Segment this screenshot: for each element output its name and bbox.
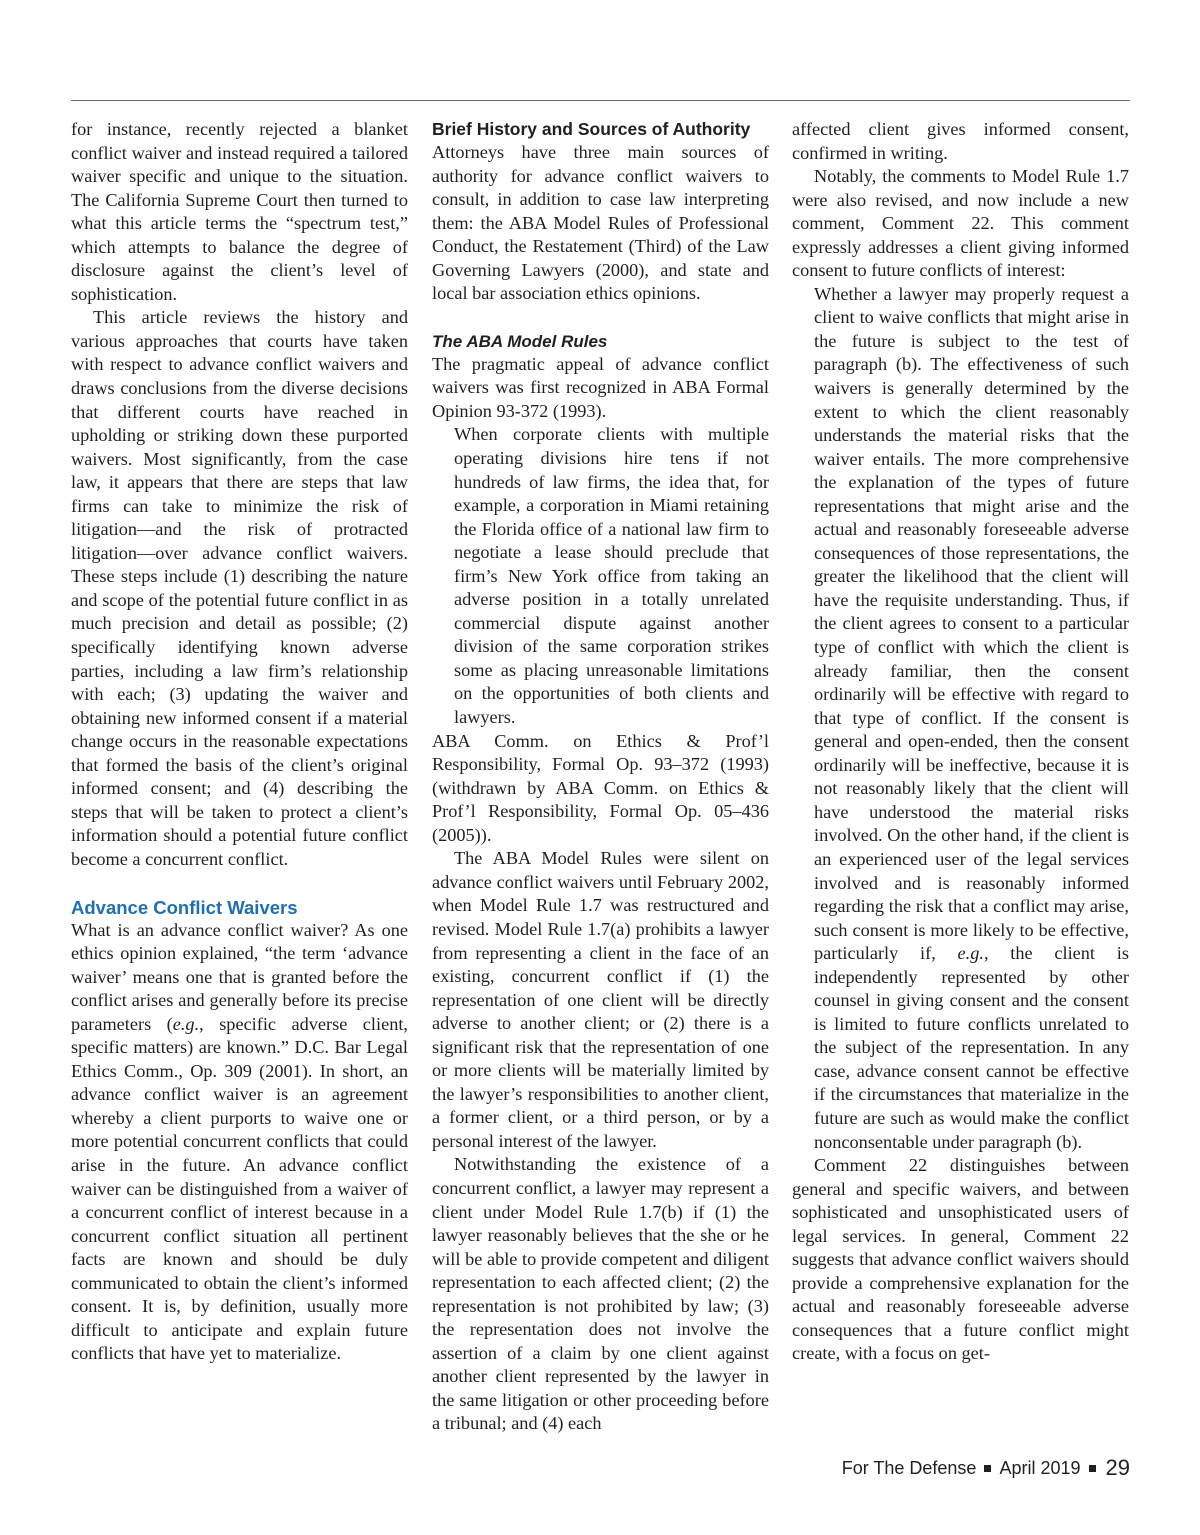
column-3 — [792, 118, 1129, 1366]
paragraph: for instance, recently rejected a blanket conflict waiver and instead required a tailored waiver specific and unique to the situation. The California Supreme Court then turned to what this article terms the “spectrum test,” which attempts to balance the degree of disclosure against the client’s level of sophistication. — [71, 119, 408, 304]
issue-date: April 2019 — [999, 1457, 1081, 1478]
paragraph: affected client gives informed consent, confirmed in writing. — [792, 119, 1129, 163]
paragraph: The ABA Model Rules were silent on advance conflict waivers until February 2002, when Model Rule 1.7 was restructured and revised. Model Rule 1.7(a) prohibits a lawyer from representing a client in the face of an existing, concurrent conflict if (1) the representation of one client will be directly adverse to another client; or (2) there is a significant risk that the representation of one or more clients will be materially limited by the lawyer’s responsibilities to another client, a former client, or a third person, or by a personal interest of the lawyer. — [432, 848, 769, 1151]
subsection-heading: The ABA Model Rules — [432, 331, 608, 351]
citation: ABA Comm. on Ethics & Prof’l Responsibility, Formal Op. 93–372 (1993) (withdrawn by ABA Comm. on Ethics & Prof’l Responsibility, Formal Op. 05–436 (2005)). — [432, 730, 769, 845]
separator-square-icon — [984, 1465, 991, 1472]
paragraph: Notably, the comments to Model Rule 1.7 were also revised, and now include a new comment, Comment 22. This comment expressly addresses a client giving informed consent to future conflicts of interest: — [792, 166, 1129, 281]
paragraph: The pragmatic appeal of advance conflict waivers was first recognized in ABA Formal Opinion 93-372 (1993). — [432, 353, 769, 421]
section-heading: Advance Conflict Waivers — [71, 896, 298, 918]
paragraph: Attorneys have three main sources of authority for advance conflict waivers to consult, in addition to case law interpreting them: the ABA Model Rules of Professional Conduct, the Restatement (Third) of the Law Governing Lawyers (2000), and state and local bar association ethics opinions. — [432, 142, 769, 304]
publication-name: For The Defense — [841, 1457, 977, 1478]
block-quote: Whether a lawyer may properly request a client to waive conflicts that might arise in the future is subject to the test of paragraph (b). The effectiveness of such waivers is generally determined by the extent to which the client reasonably understands the material risks that the waiver entails. The more comprehensive the explanation of the types of future representations that might arise and the actual and reasonably foreseeable adverse consequences of those representations, the greater the likelihood that the client will have the requisite understanding. Thus, if the client agrees to consent to a particular type of conflict with which the client is already familiar, then the consent ordinarily will be effective with regard to that type of conflict. If the consent is general and open-ended, then the consent ordinarily will be ineffective, because it is not reasonably likely that the client will have understood the material risks involved. On the other hand, if the client is an experienced user of the legal services involved and is reasonably informed regarding the risk that a conflict may arise, such consent is more likely to be effective, particularly if, e.g., the client is independently represented by other counsel in giving consent and the consent is limited to future conflicts unrelated to the subject of the representation. In any case, advance consent cannot be effective if the circumstances that materialize in the future are such as would make the conflict nonconsentable under paragraph (b). — [814, 283, 1129, 1152]
section-heading: Brief History and Sources of Authority — [432, 119, 751, 139]
top-rule — [71, 100, 1130, 101]
paragraph: What is an advance conflict waiver? As one ethics opinion explained, “the term ‘advance waiver’ means one that is granted before the conflict arises and generally before its precise parameters (e.g., specific adverse client, specific matters) are known.” D.C. Bar Legal Ethics Comm., Op. 309 (2001). In short, an advance conflict waiver is an agreement whereby a client purports to waive one or more potential concurrent conflicts that could arise in the future. An advance conflict waiver can be distinguished from a waiver of a concurrent conflict of interest because in a concurrent conflict situation all pertinent facts are known and should be duly communicated to obtain the client’s informed consent. It is, by definition, usually more difficult to anticipate and explain future conflicts that have yet to materialize. — [71, 919, 408, 1364]
paragraph: Notwithstanding the existence of a concurrent conflict, a lawyer may represent a client under Model Rule 1.7(b) if (1) the lawyer reasonably believes that the she or he will be able to provide competent and diligent representation to each affected client; (2) the representation is not prohibited by law; (3) the representation does not involve the assertion of a claim by one client against another client represented by the lawyer in the same litigation or other proceeding before a tribunal; and (4) each — [432, 1154, 769, 1434]
separator-square-icon — [1089, 1465, 1096, 1472]
column-1 — [71, 118, 408, 1366]
column-2 — [432, 118, 769, 1436]
paragraph: Comment 22 distinguishes between general and specific waivers, and between sophisticated and unsophisticated users of legal services. In general, Comment 22 suggests that advance conflict waivers should provide a comprehensive explanation for the actual and reasonably foreseeable adverse consequences that a future conflict might create, with a focus on get- — [792, 1155, 1129, 1364]
paragraph: This article reviews the history and various approaches that courts have taken with respect to advance conflict waivers and draws conclusions from the diverse decisions that different courts have reached in upholding or striking down these purported waivers. Most significantly, from the case law, it appears that there are steps that law firms can take to minimize the risk of litigation—and the risk of protracted litigation—over advance conflict waivers. These steps include (1) describing the nature and scope of the potential future conflict in as much precision and detail as possible; (2) specifically identifying known adverse parties, including a law firm’s relationship with each; (3) updating the waiver and obtaining new informed consent if a material change occurs in the reasonable expectations that formed the basis of the client’s original informed consent; and (4) describing the steps that will be taken to protect a client’s information should a potential future conflict become a concurrent conflict. — [71, 307, 408, 869]
page-number: 29 — [1105, 1455, 1130, 1480]
page-footer — [842, 1455, 1130, 1481]
block-quote: When corporate clients with multiple operating divisions hire tens if not hundreds of law firms, the idea that, for example, a corporation in Miami retaining the Florida office of a national law firm to negotiate a lease should preclude that firm’s New York office from taking an adverse position in a totally unrelated commercial dispute against another division of the same corporation strikes some as placing unreasonable limitations on the opportunities of both clients and lawyers. — [454, 424, 769, 728]
